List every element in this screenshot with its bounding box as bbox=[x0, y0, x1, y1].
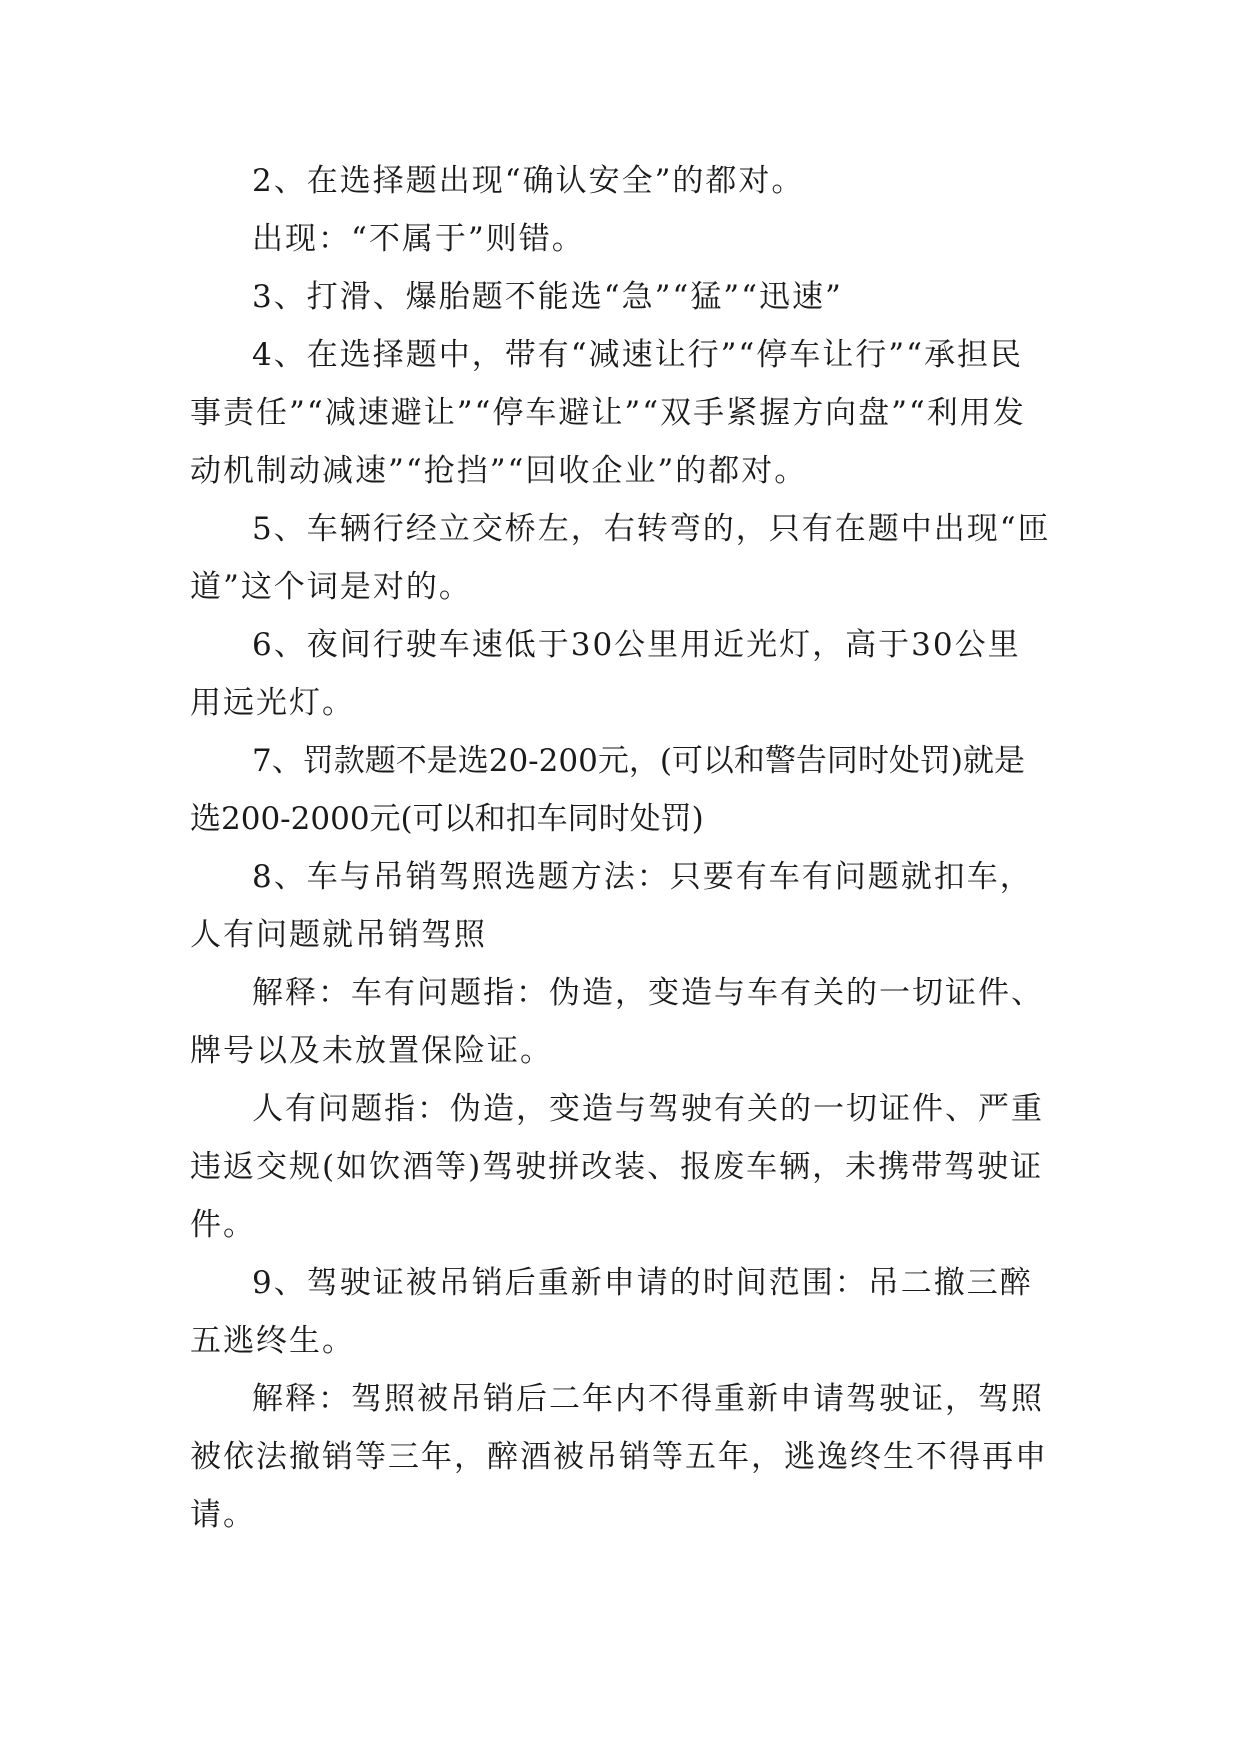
paragraph-item-8: 8、车与吊销驾照选题方法：只要有车有问题就扣车，人有问题就吊销驾照 bbox=[190, 859, 1033, 953]
paragraph-item-8-person: 人有问题指：伪造，变造与驾驶有关的一切证件、严重违返交规(如饮酒等)驾驶拼改装、报废车辆，未携带驾驶证件。 bbox=[190, 1091, 1044, 1243]
paragraph-item-9: 9、驾驶证被吊销后重新申请的时间范围：吊二撤三醉五逃终生。 bbox=[190, 1265, 1033, 1359]
paragraph-item-7: 7、罚款题不是选20-200元，(可以和警告同时处罚)就是选200-2000元(可以和扣车同时处罚) bbox=[190, 743, 1025, 837]
paragraph-item-2-note: 出现：“不属于”则错。 bbox=[252, 221, 585, 257]
paragraph-item-3: 3、打滑、爆胎题不能选“急”“猛”“迅速” bbox=[252, 279, 843, 315]
paragraph-item-2: 2、在选择题出现“确认安全”的都对。 bbox=[252, 163, 805, 199]
paragraph-item-9-explanation: 解释：驾照被吊销后二年内不得重新申请驾驶证，驾照被依法撤销等三年，醉酒被吊销等五年，逃逸终生不得再申请。 bbox=[190, 1381, 1048, 1533]
paragraph-item-4: 4、在选择题中，带有“减速让行”“停车让行”“承担民事责任”“减速避让”“停车避让”“双手紧握方向盘”“利用发动机制动减速”“抢挡”“回收企业”的都对。 bbox=[190, 337, 1026, 489]
paragraph-item-6: 6、夜间行驶车速低于30公里用近光灯，高于30公里用远光灯。 bbox=[190, 627, 1021, 721]
paragraph-item-8-explanation: 解释：车有问题指：伪造，变造与车有关的一切证件、牌号以及未放置保险证。 bbox=[190, 975, 1044, 1069]
paragraph-item-5: 5、车辆行经立交桥左，右转弯的，只有在题中出现“匝道”这个词是对的。 bbox=[190, 511, 1051, 605]
document-body bbox=[190, 152, 1052, 1544]
